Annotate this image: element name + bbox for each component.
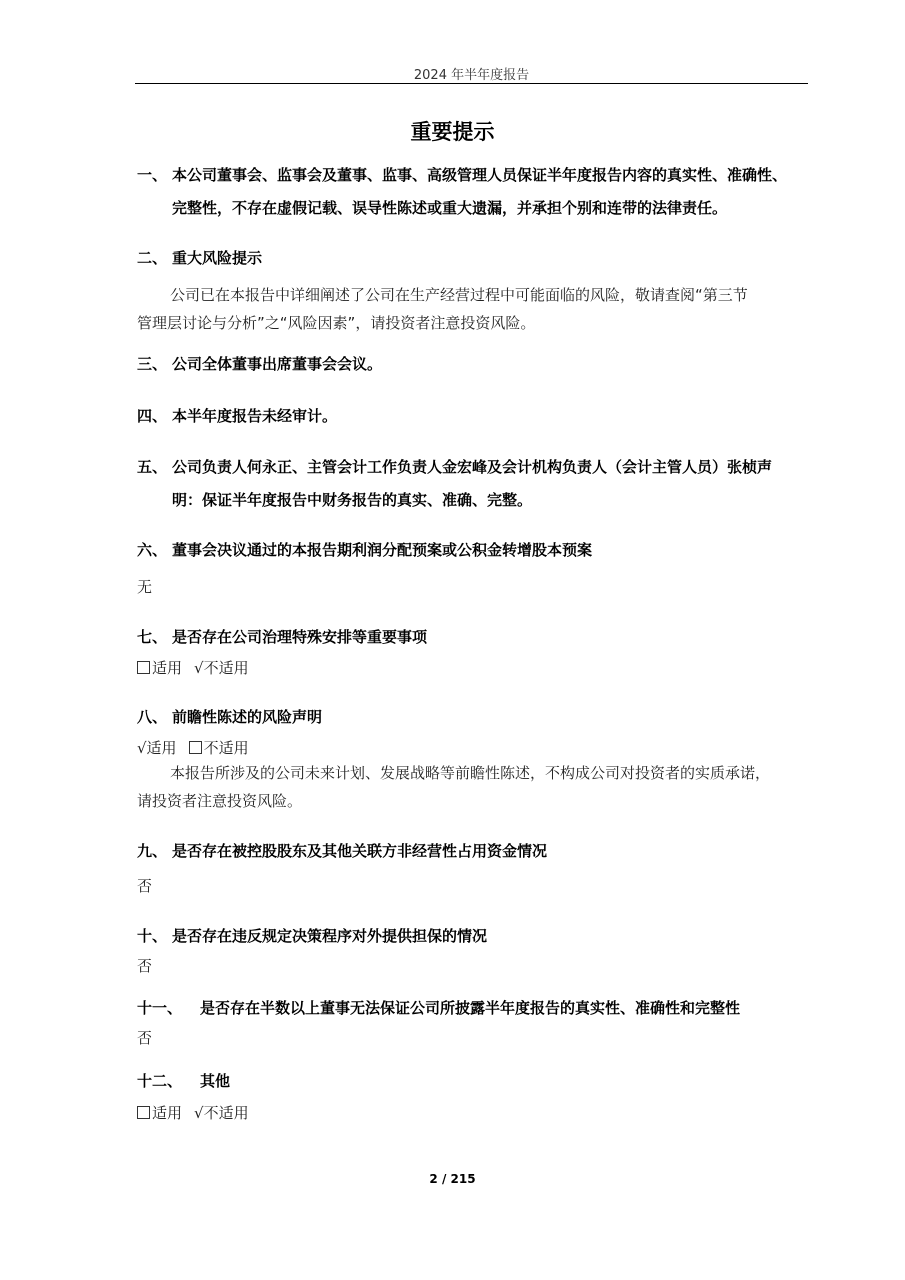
section-number: 二、 bbox=[137, 249, 168, 267]
applicability-options bbox=[137, 1102, 249, 1123]
section-text-line: 本公司董事会、监事会及董事、监事、高级管理人员保证半年度报告内容的真实性、准确性、 bbox=[172, 166, 788, 184]
section-body-line: 管理层讨论与分析”之“风险因素”，请投资者注意投资风险。 bbox=[137, 314, 536, 332]
section-number: 一、 bbox=[137, 166, 168, 184]
section-number: 十二、 bbox=[137, 1072, 183, 1090]
section-number: 八、 bbox=[137, 708, 168, 726]
section-body-line: 请投资者注意投资风险。 bbox=[137, 792, 303, 810]
section-text-line: 明：保证半年度报告中财务报告的真实、准确、完整。 bbox=[172, 491, 533, 509]
section-title: 前瞻性陈述的风险声明 bbox=[172, 708, 323, 726]
section-answer: 否 bbox=[137, 877, 153, 895]
option-not-applicable: √不适用 bbox=[194, 659, 249, 677]
option-not-applicable: √不适用 bbox=[194, 1104, 249, 1122]
applicability-options bbox=[137, 657, 249, 678]
section-answer: 否 bbox=[137, 1029, 153, 1047]
section-number: 七、 bbox=[137, 628, 168, 646]
section-text bbox=[172, 452, 817, 515]
checkbox-unchecked-icon bbox=[137, 1106, 150, 1119]
section-number: 三、 bbox=[137, 355, 168, 373]
section-text-line: 公司负责人何永正、主管会计工作负责人金宏峰及会计机构负责人（会计主管人员）张桢声 bbox=[172, 458, 773, 476]
section-title: 董事会决议通过的本报告期利润分配预案或公积金转增股本预案 bbox=[172, 541, 593, 559]
section-number: 四、 bbox=[137, 407, 168, 425]
running-header: 2024 年半年度报告 bbox=[413, 68, 530, 83]
section-body-line: 本报告所涉及的公司未来计划、发展战略等前瞻性陈述，不构成公司对投资者的实质承诺， bbox=[170, 764, 771, 782]
section-title: 重大风险提示 bbox=[172, 249, 263, 267]
section-title: 是否存在公司治理特殊安排等重要事项 bbox=[172, 628, 428, 646]
page-title: 重要提示 bbox=[410, 120, 495, 144]
section-title: 是否存在半数以上董事无法保证公司所披露半年度报告的真实性、准确性和完整性 bbox=[200, 999, 741, 1017]
page-number: 2 / 215 bbox=[429, 1172, 476, 1186]
section-answer: 无 bbox=[137, 578, 153, 596]
section-title: 是否存在违反规定决策程序对外提供担保的情况 bbox=[172, 927, 488, 945]
header-rule bbox=[135, 83, 808, 84]
section-title: 其他 bbox=[200, 1072, 231, 1090]
section-number: 九、 bbox=[137, 842, 168, 860]
section-title: 公司全体董事出席董事会会议。 bbox=[172, 355, 383, 373]
section-title: 本半年度报告未经审计。 bbox=[172, 407, 338, 425]
checkbox-unchecked-icon bbox=[137, 661, 150, 674]
option-applicable: 适用 bbox=[152, 659, 183, 677]
option-not-applicable: 不适用 bbox=[203, 739, 249, 757]
section-title: 是否存在被控股股东及其他关联方非经营性占用资金情况 bbox=[172, 842, 548, 860]
section-answer: 否 bbox=[137, 957, 153, 975]
section-text bbox=[172, 160, 817, 223]
section-number: 五、 bbox=[137, 458, 168, 476]
option-applicable: 适用 bbox=[152, 1104, 183, 1122]
section-number: 六、 bbox=[137, 541, 168, 559]
section-text-line: 完整性，不存在虚假记载、误导性陈述或重大遗漏，并承担个别和连带的法律责任。 bbox=[172, 199, 728, 217]
checkbox-unchecked-icon bbox=[189, 741, 202, 754]
applicability-options bbox=[137, 737, 249, 758]
section-body-line: 公司已在本报告中详细阐述了公司在生产经营过程中可能面临的风险，敬请查阅“第三节 bbox=[170, 286, 748, 304]
section-number: 十、 bbox=[137, 927, 168, 945]
option-applicable: √适用 bbox=[137, 739, 177, 757]
section-number: 十一、 bbox=[137, 999, 183, 1017]
